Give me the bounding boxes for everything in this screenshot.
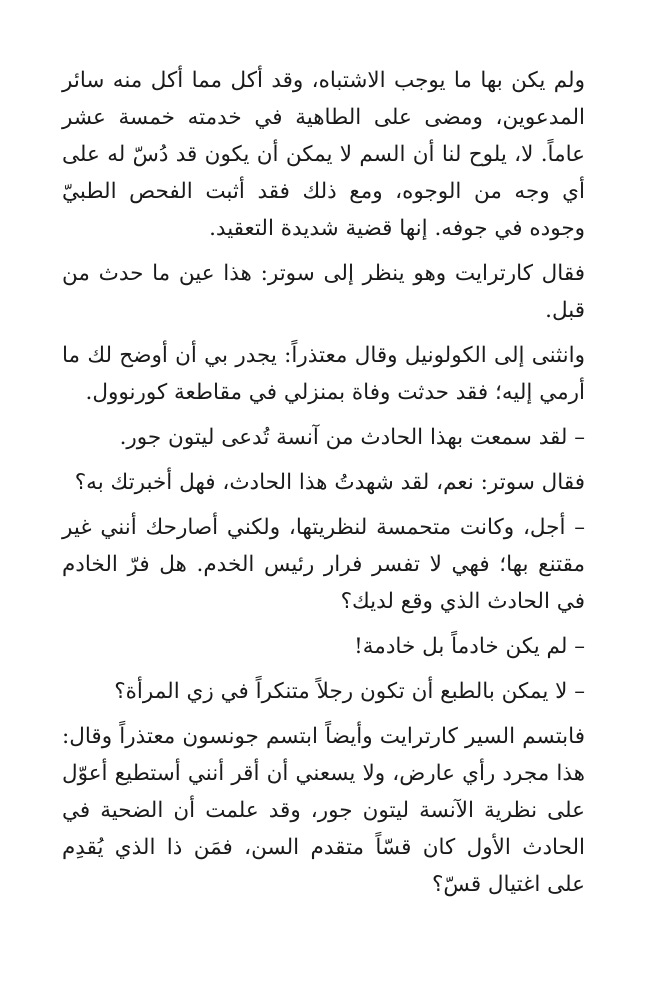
paragraph-8: – لا يمكن بالطبع أن تكون رجلاً متنكراً في زي المرأة؟ [114,679,585,704]
paragraph-2: فقال كارترايت وهو ينظر إلى سوتر: هذا عين ما حدث من قبل. [62,261,585,323]
paragraph-5: فقال سوتر: نعم، لقد شهدتُ هذا الحادث، فهل أخبرتك به؟ [74,470,585,495]
paragraph-6: – أجل، وكانت متحمسة لنظريتها، ولكني أصارحك أنني غير مقتنع بها؛ فهي لا تفسر فرار رئيس الخدم. هل فرّ الخادم في الحادث الذي وقع لديك؟ [62,515,585,614]
paragraph-1: ولم يكن بها ما يوجب الاشتباه، وقد أكل مما أكل منه سائر المدعوين، ومضى على الطاهية في خدمته خمسة عشر عاماً. لا، يلوح لنا أن السم لا يمكن أن يكون قد دُسّ له على أي وجه من الوجوه، ومع ذلك فقد أثبت الفحص الطبيّ وجوده في جوفه. إنها قضية شديدة التعقيد. [62,68,585,241]
paragraph-7: – لم يكن خادماً بل خادمة! [354,634,585,659]
paragraph-4: – لقد سمعت بهذا الحادث من آنسة تُدعى ليتون جور. [119,425,585,450]
paragraph-9: فابتسم السير كارترايت وأيضاً ابتسم جونسون معتذراً وقال: هذا مجرد رأي عارض، ولا يسعني أن أقر أنني أستطيع أعوّل على نظرية الآنسة ليتون جور، وقد علمت أن الضحية في الحادث الأول كان قسّاً متقدم السن، فمَن ذا الذي يُقدِم على اغتيال قسّ؟ [62,724,585,897]
paragraph-3: وانثنى إلى الكولونيل وقال معتذراً: يجدر بي أن أوضح لك ما أرمي إليه؛ فقد حدثت وفاة بمنزلي في مقاطعة كورنوول. [62,343,585,405]
